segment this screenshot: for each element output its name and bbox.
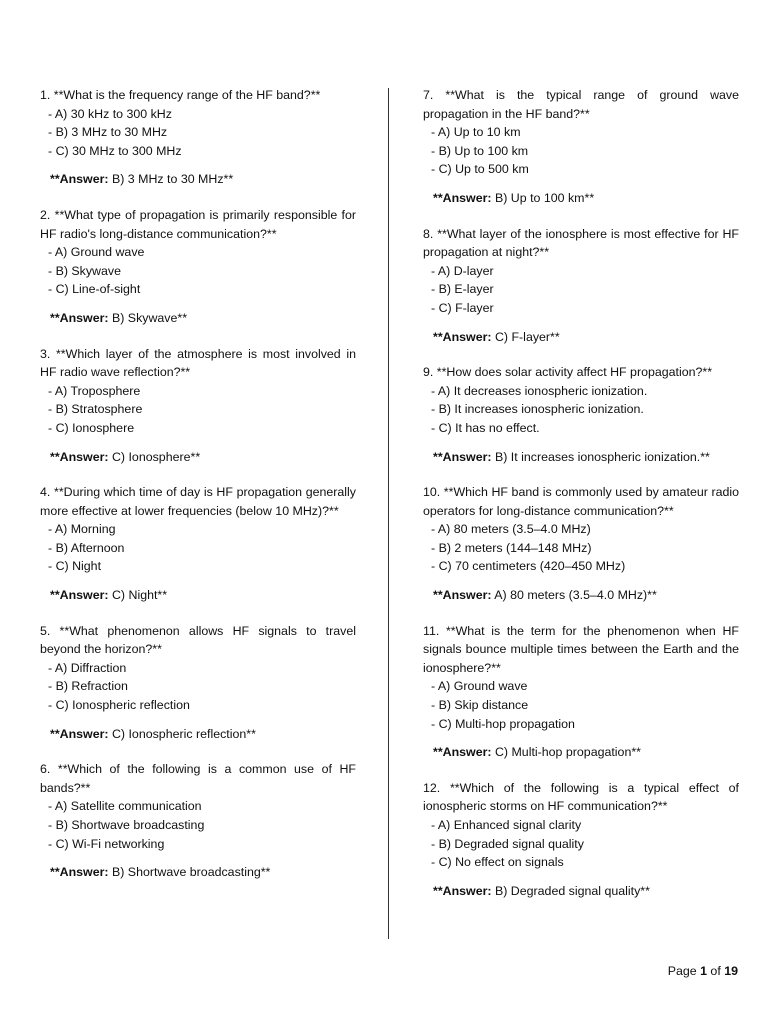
question-text: 1. **What is the frequency range of the HF band?**: [40, 88, 321, 102]
question-text: 3. **Which layer of the atmosphere is most involved in HF radio wave reflection?**: [40, 346, 356, 380]
answer: [423, 328, 739, 347]
option: - A) D-layer: [431, 263, 494, 278]
answer: [40, 170, 356, 189]
answer: [40, 586, 356, 605]
answer-label: **Answer:: [50, 588, 109, 603]
page-current: 1: [700, 964, 707, 978]
option: - A) Ground wave: [48, 245, 145, 260]
question-item: [40, 760, 356, 882]
answer-label: **Answer:: [433, 588, 492, 603]
question-item: [423, 86, 739, 208]
answer-label: **Answer:: [50, 172, 109, 187]
answer-label: **Answer:: [50, 865, 109, 880]
question-item: [423, 225, 739, 347]
answer-text: C) Ionosphere**: [108, 449, 201, 464]
options-list: [423, 123, 739, 179]
answer: [423, 586, 739, 605]
option: - C) F-layer: [431, 300, 494, 315]
column-divider: [388, 88, 389, 939]
page-number: [668, 962, 738, 981]
answer-text: C) Multi-hop propagation**: [491, 745, 641, 760]
option: - B) Skip distance: [431, 698, 529, 713]
page-total: 19: [724, 964, 738, 978]
answer-label: **Answer:: [433, 329, 492, 344]
option: - C) It has no effect.: [431, 420, 540, 435]
answer-label: **Answer:: [433, 745, 492, 760]
question-item: [40, 622, 356, 744]
question-text: 2. **What type of propagation is primarily responsible for HF radio's long-distance communication?**: [40, 207, 356, 241]
answer: [423, 743, 739, 762]
options-list: [40, 243, 356, 299]
answer-text: C) F-layer**: [491, 329, 560, 344]
option: - B) Skywave: [48, 263, 121, 278]
option: - A) It decreases ionospheric ionization.: [431, 383, 648, 398]
option: - A) 80 meters (3.5–4.0 MHz): [431, 522, 591, 537]
answer: [40, 863, 356, 882]
option: - B) Stratosphere: [48, 402, 143, 417]
option: - A) Ground wave: [431, 679, 528, 694]
answer-label: **Answer:: [50, 726, 109, 741]
answer-text: B) It increases ionospheric ionization.**: [491, 449, 710, 464]
answer-text: B) Up to 100 km**: [491, 190, 595, 205]
answer: [40, 309, 356, 328]
answer-text: B) Degraded signal quality**: [491, 883, 650, 898]
answer-text: B) Shortwave broadcasting**: [108, 865, 271, 880]
answer: [423, 189, 739, 208]
options-list: [40, 797, 356, 853]
option: - C) No effect on signals: [431, 855, 564, 870]
options-list: [40, 659, 356, 715]
question-text: 4. **During which time of day is HF propagation generally more effective at lower frequencies (below 10 MHz)?**: [40, 485, 356, 518]
option: - B) Refraction: [48, 679, 128, 694]
options-list: [40, 105, 356, 161]
question-text: 8. **What layer of the ionosphere is most effective for HF propagation at night?**: [423, 226, 739, 260]
answer-label: **Answer:: [50, 310, 109, 325]
question-item: [40, 206, 356, 328]
option: - C) Night: [48, 559, 102, 574]
answer-label: **Answer:: [433, 190, 492, 205]
options-list: [423, 262, 739, 318]
left-column: [40, 86, 356, 899]
page-mid: of: [706, 964, 725, 978]
option: - B) 3 MHz to 30 MHz: [48, 125, 168, 140]
question-item: [40, 345, 356, 467]
option: - C) Multi-hop propagation: [431, 716, 575, 731]
option: - A) Enhanced signal clarity: [431, 818, 582, 832]
option: - A) Up to 10 km: [431, 125, 521, 140]
options-list: [423, 520, 739, 576]
answer-text: C) Night**: [108, 588, 168, 603]
answer-label: **Answer:: [50, 449, 109, 464]
option: - C) 30 MHz to 300 MHz: [48, 143, 182, 158]
option: - A) Diffraction: [48, 660, 127, 675]
option: - A) Satellite communication: [48, 799, 202, 814]
right-column: [423, 86, 739, 917]
question-text: 9. **How does solar activity affect HF propagation?**: [423, 365, 713, 380]
question-item: [40, 483, 356, 605]
option: - A) Troposphere: [48, 383, 141, 398]
question-item: [423, 483, 739, 605]
options-list: [423, 382, 739, 438]
question-item: [423, 363, 739, 466]
answer-text: B) 3 MHz to 30 MHz**: [108, 172, 234, 187]
answer-text: A) 80 meters (3.5–4.0 MHz)**: [491, 588, 657, 603]
options-list: [423, 677, 739, 733]
answer-label: **Answer:: [433, 449, 492, 464]
option: - C) Ionospheric reflection: [48, 698, 190, 713]
option: - C) Line-of-sight: [48, 282, 141, 297]
question-text: 12. **Which of the following is a typical effect of ionospheric storms on HF communication?**: [423, 780, 739, 814]
question-item: [423, 622, 739, 762]
question-text: 11. **What is the term for the phenomenon when HF signals bounce multiple times between the Earth and the ionosphere?**: [423, 623, 739, 675]
answer-label: **Answer:: [433, 883, 492, 898]
options-list: [40, 382, 356, 438]
question-item: [40, 86, 356, 189]
option: - C) 70 centimeters (420–450 MHz): [431, 559, 626, 574]
options-list: [40, 520, 356, 576]
question-text: 7. **What is the typical range of ground wave propagation in the HF band?**: [423, 88, 739, 121]
options-list: [423, 816, 739, 872]
option: - C) Ionosphere: [48, 420, 135, 435]
option: - A) 30 kHz to 300 kHz: [48, 106, 172, 121]
option: - B) 2 meters (144–148 MHz): [431, 540, 592, 555]
option: - C) Wi-Fi networking: [48, 836, 165, 851]
option: - B) Degraded signal quality: [431, 836, 584, 851]
answer: [40, 448, 356, 467]
question-text: 6. **Which of the following is a common use of HF bands?**: [40, 762, 356, 795]
option: - B) Shortwave broadcasting: [48, 818, 205, 832]
option: - B) Afternoon: [48, 540, 125, 555]
option: - B) E-layer: [431, 282, 494, 297]
answer: [423, 882, 739, 901]
question-text: 10. **Which HF band is commonly used by amateur radio operators for long-distance communication?**: [423, 485, 739, 518]
question-text: 5. **What phenomenon allows HF signals to travel beyond the horizon?**: [40, 623, 356, 657]
question-item: [423, 779, 739, 901]
option: - C) Up to 500 km: [431, 162, 529, 177]
answer-text: C) Ionospheric reflection**: [108, 726, 256, 741]
answer: [423, 448, 739, 467]
option: - B) Up to 100 km: [431, 143, 529, 158]
answer: [40, 725, 356, 744]
page-prefix: Page: [667, 964, 701, 978]
option: - B) It increases ionospheric ionization.: [431, 402, 644, 417]
answer-text: B) Skywave**: [108, 310, 188, 325]
option: - A) Morning: [48, 522, 116, 537]
